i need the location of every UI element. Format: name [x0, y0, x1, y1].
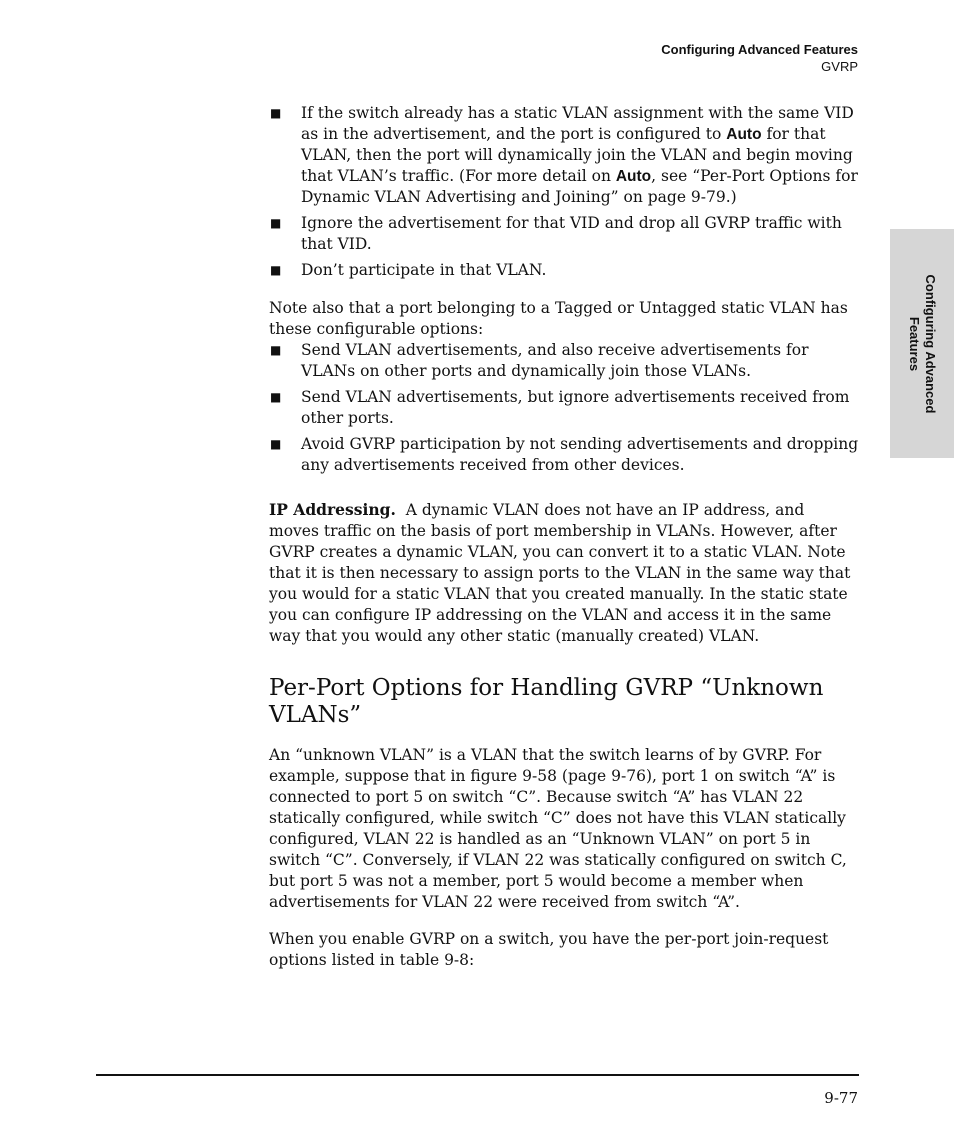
- side-tab-line-2: Features: [907, 316, 922, 371]
- header-chapter-title: Configuring Advanced Features: [661, 42, 858, 57]
- list-item: [269, 260, 859, 281]
- list-item-text: Send VLAN advertisements, but ignore advertisements received from other ports.: [301, 388, 850, 427]
- list-item: [269, 213, 859, 255]
- list-item-text-start: If the switch already has a static VLAN assignment with the same VID as in the advertisement, and the port is configured to: [301, 104, 854, 143]
- list-item-text: Don’t participate in that VLAN.: [301, 261, 547, 279]
- list-item: [269, 434, 859, 476]
- chapter-side-tab: [890, 229, 954, 458]
- page-body: [269, 103, 859, 971]
- running-header: [661, 41, 858, 75]
- side-tab-line-1: Configuring Advanced: [923, 274, 938, 413]
- section-heading: Per-Port Options for Handling GVRP “Unknown VLANs”: [269, 675, 824, 728]
- list-item: [269, 387, 859, 429]
- bullet-square-icon: ■: [270, 106, 282, 120]
- page-number: 9-77: [824, 1089, 858, 1107]
- list-item: [269, 340, 859, 382]
- bullet-square-icon: ■: [270, 216, 282, 230]
- list-item-text: Avoid GVRP participation by not sending advertisements and dropping any advertisements received from other devices.: [301, 435, 859, 474]
- join-request-paragraph: When you enable GVRP on a switch, you have the per-port join-request options listed in table 9-8:: [269, 930, 829, 969]
- list-item-text-end: , see “Per-Port Options for Dynamic VLAN Advertising and Joining” on page 9-79.): [301, 167, 858, 206]
- ip-addressing-run-in-heading: IP Addressing.: [269, 500, 396, 519]
- list-item-text: Ignore the advertisement for that VID and drop all GVRP traffic with that VID.: [301, 214, 842, 253]
- bullet-list-advertisement-options: [269, 103, 859, 281]
- list-item-text: Send VLAN advertisements, and also receive advertisements for VLANs on other ports and dynamically join those VLANs.: [301, 341, 809, 380]
- list-item: [269, 103, 859, 208]
- ip-addressing-paragraph: [269, 499, 859, 647]
- bullet-square-icon: ■: [270, 390, 282, 404]
- header-section-title: GVRP: [821, 59, 858, 74]
- bullet-square-icon: ■: [270, 263, 282, 277]
- ip-addressing-text: A dynamic VLAN does not have an IP address, and moves traffic on the basis of port membership in VLANs. However, after GVRP creates a dynamic VLAN, you can convert it to a static VLAN. Note that it is then necessary to assign ports to the VLAN in the same way that you would for a static VLAN that you created manually. In the static state you can configure IP addressing on the VLAN and access it in the same way that you would any other static (manually created) VLAN.: [269, 501, 851, 645]
- unknown-vlan-paragraph: An “unknown VLAN” is a VLAN that the switch learns of by GVRP. For example, suppose that in figure 9-58 (page 9-76), port 1 on switch “A” is connected to port 5 on switch “C”. Because switch “A” has VLAN 22 statically configured, while switch “C” does not have this VLAN statically configured, VLAN 22 is handled as an “Unknown VLAN” on port 5 in switch “C”. Conversely, if VLAN 22 was statically configured on switch C, but port 5 was not a member, port 5 would become a member when advertisements for VLAN 22 were received from switch “A”.: [269, 746, 847, 911]
- bullet-list-static-vlan-options: [269, 340, 859, 476]
- footer-divider: [96, 1074, 859, 1076]
- keyword-auto: Auto: [615, 168, 652, 185]
- bullet-square-icon: ■: [270, 437, 282, 451]
- keyword-auto: Auto: [726, 126, 762, 143]
- side-tab-label: [906, 244, 938, 444]
- bullet-square-icon: ■: [270, 343, 282, 357]
- list-item-text-middle: for that VLAN, then the port will dynamically join the VLAN and begin moving that VLAN’s traffic. (For more detail on: [301, 125, 853, 185]
- note-paragraph: Note also that a port belonging to a Tagged or Untagged static VLAN has these configurable options:: [269, 299, 848, 338]
